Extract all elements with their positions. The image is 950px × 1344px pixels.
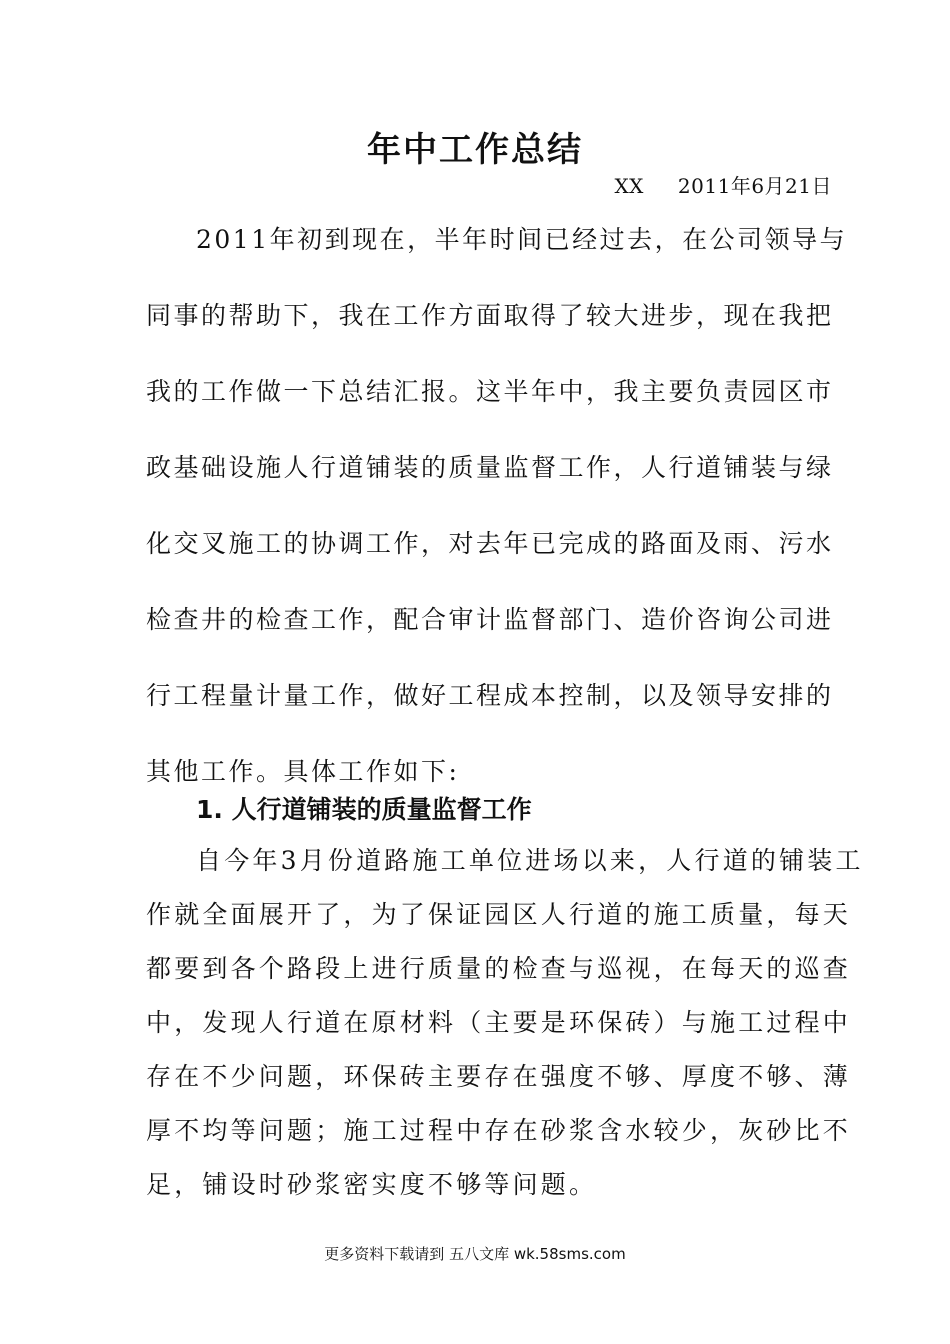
paragraph-line: 足，铺设时砂浆密实度不够等问题。 (146, 1170, 598, 1199)
paragraph-line: 检查井的检查工作，配合审计监督部门、造价咨询公司进 (146, 605, 834, 634)
paragraph-line: 化交叉施工的协调工作，对去年已完成的路面及雨、污水 (146, 529, 834, 558)
paragraph-line: 作就全面展开了，为了保证园区人行道的施工质量，每天 (146, 900, 852, 929)
paragraph-line: 自今年3月份道路施工单位进场以来，人行道的铺装工 (196, 846, 864, 875)
paragraph-line: 行工程量计量工作，做好工程成本控制，以及领导安排的 (146, 681, 834, 710)
paragraph-line: 同事的帮助下，我在工作方面取得了较大进步，现在我把 (146, 301, 834, 330)
paragraph-line: 厚不均等问题；施工过程中存在砂浆含水较少，灰砂比不 (146, 1116, 852, 1145)
paragraph-line: 2011年初到现在，半年时间已经过去，在公司领导与 (196, 225, 848, 254)
footer-watermark: 更多资料下载请到 五八文库 wk.58sms.com (324, 1245, 626, 1263)
paragraph-line: 存在不少问题，环保砖主要存在强度不够、厚度不够、薄 (146, 1062, 852, 1091)
section-paragraph (146, 834, 864, 1212)
paragraph-line: 政基础设施人行道铺装的质量监督工作，人行道铺装与绿 (146, 453, 834, 482)
paragraph-line: 我的工作做一下总结汇报。这半年中，我主要负责园区市 (146, 377, 834, 406)
section-heading: 1. 人行道铺装的质量监督工作 (196, 795, 532, 824)
paragraph-line: 都要到各个路段上进行质量的检查与巡视，在每天的巡查 (146, 954, 852, 983)
paragraph-line: 其他工作。具体工作如下: (146, 757, 460, 786)
author-date-line (614, 172, 832, 200)
document-date: 2011年6月21日 (677, 174, 832, 198)
intro-paragraph (146, 202, 848, 810)
document-title: 年中工作总结 (367, 130, 583, 170)
author-name: XX (614, 174, 644, 198)
paragraph-line: 中，发现人行道在原材料（主要是环保砖）与施工过程中 (146, 1008, 852, 1037)
